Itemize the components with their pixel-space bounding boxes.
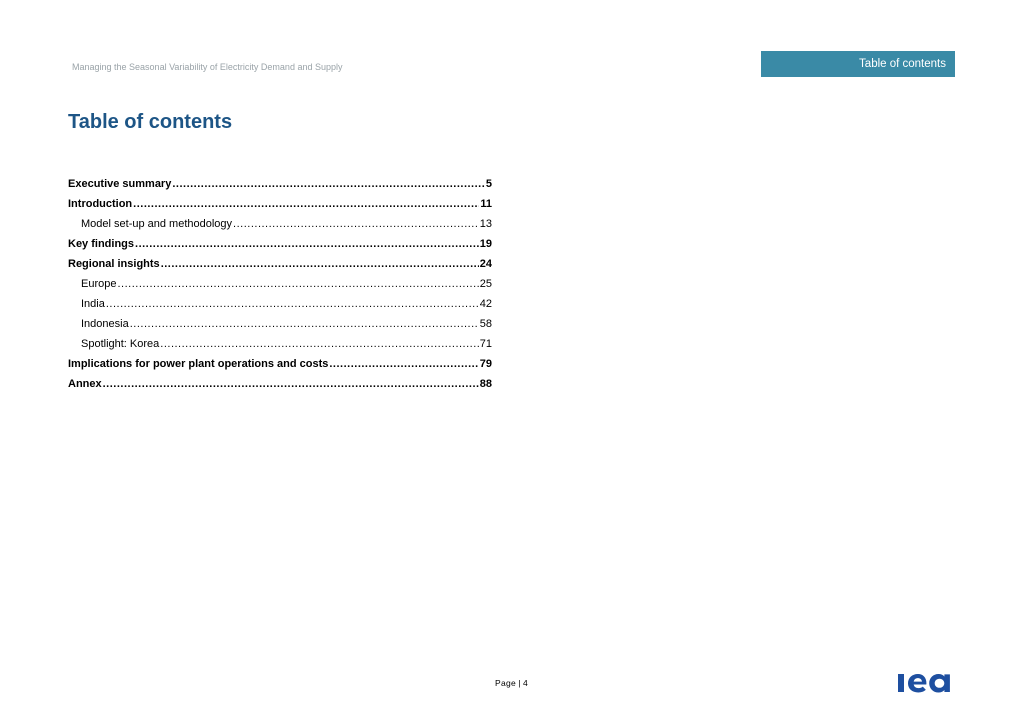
page-number (495, 678, 528, 688)
toc-entry-page: 79 (479, 358, 492, 370)
toc-entry-label: Executive summary (68, 178, 172, 190)
toc-leader-dots (233, 214, 479, 234)
running-header-title: Managing the Seasonal Variability of Electricity Demand and Supply (72, 62, 343, 72)
toc-entry-page: 71 (479, 338, 492, 350)
toc-entry-page: 19 (479, 238, 492, 250)
toc-leader-dots (329, 354, 478, 374)
toc-entry-label: Indonesia (81, 318, 129, 330)
toc-leader-dots (160, 334, 478, 354)
toc-entry-page: 88 (479, 378, 492, 390)
page-label: Page (495, 678, 517, 688)
page-separator: | (518, 678, 521, 688)
page-title: Table of contents (68, 111, 233, 133)
toc-entry[interactable] (68, 354, 492, 374)
toc-entry-label: Key findings (68, 238, 135, 250)
toc-entry-label: Implications for power plant operations and costs (68, 358, 329, 370)
toc-leader-dots (172, 174, 485, 194)
toc-leader-dots (117, 274, 478, 294)
toc-leader-dots (106, 294, 479, 314)
toc-entry-label: Model set-up and methodology (81, 218, 233, 230)
toc-leader-dots (135, 234, 479, 254)
toc-entry-page: 58 (479, 318, 492, 330)
toc-entry-label: Spotlight: Korea (81, 338, 160, 350)
page-number-value: 4 (523, 678, 528, 688)
toc-entry-page: 13 (479, 218, 492, 230)
toc-entry[interactable] (68, 234, 492, 254)
toc-subentry[interactable] (68, 294, 492, 314)
toc-entry[interactable] (68, 174, 492, 194)
toc-subentry[interactable] (68, 274, 492, 294)
toc-subentry[interactable] (68, 214, 492, 234)
toc-entry-label: Regional insights (68, 258, 160, 270)
toc-entry[interactable] (68, 254, 492, 274)
toc-entry[interactable] (68, 374, 492, 394)
toc-subentry[interactable] (68, 314, 492, 334)
table-of-contents (68, 174, 492, 394)
toc-entry-label: Europe (81, 278, 117, 290)
toc-entry-page: 25 (479, 278, 492, 290)
toc-entry-label: Introduction (68, 198, 133, 210)
toc-leader-dots (103, 374, 479, 394)
toc-leader-dots (130, 314, 479, 334)
toc-entry-label: Annex (68, 378, 102, 390)
toc-entry[interactable] (68, 194, 492, 214)
toc-entry-page: 5 (485, 178, 492, 190)
toc-entry-page: 42 (479, 298, 492, 310)
iea-logo (897, 668, 955, 694)
toc-entry-page: 11 (480, 198, 492, 210)
toc-entry-label: India (81, 298, 105, 310)
toc-leader-dots (161, 254, 479, 274)
toc-leader-dots (133, 194, 479, 214)
toc-subentry[interactable] (68, 334, 492, 354)
section-tab: Table of contents (761, 51, 955, 77)
toc-entry-page: 24 (479, 258, 492, 270)
